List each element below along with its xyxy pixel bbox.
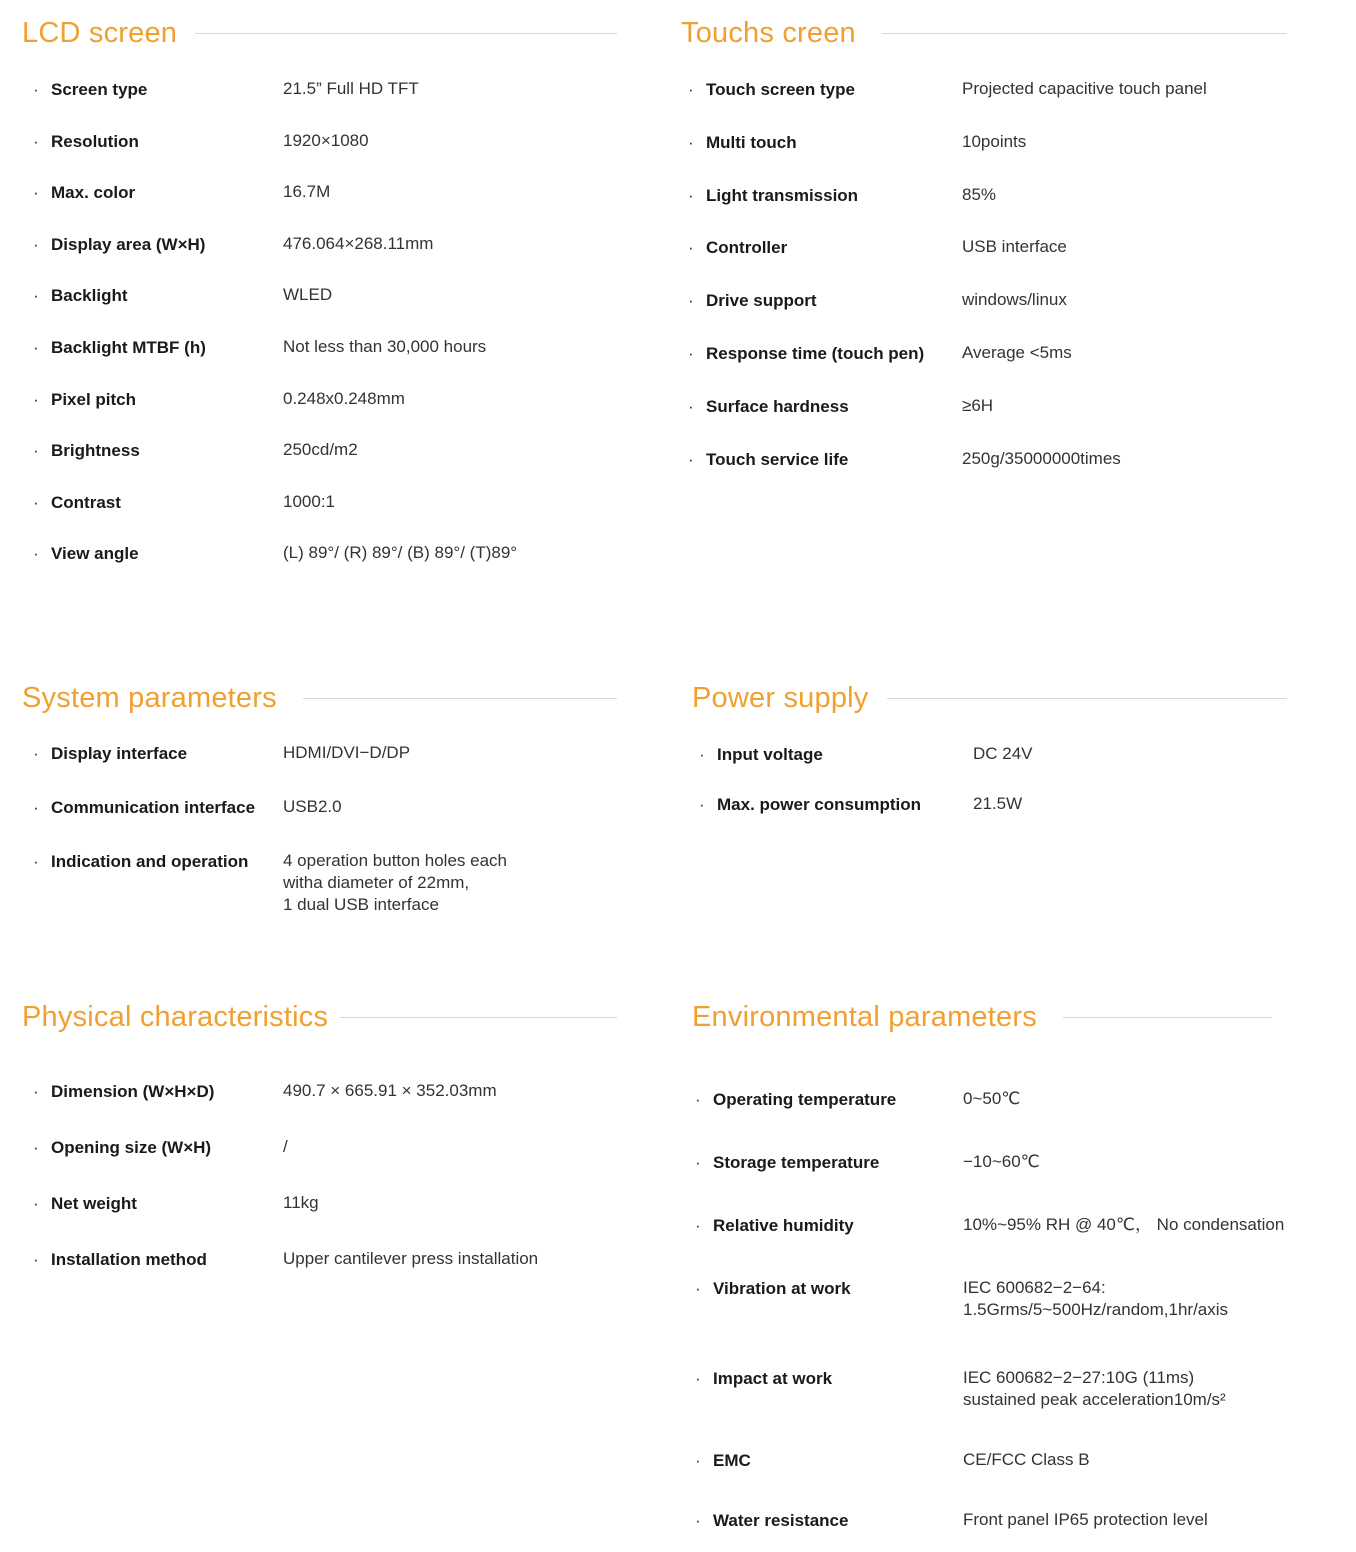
spec-label: EMC [713,1451,751,1470]
spec-value-line: 85% [962,184,997,204]
section-title: System parameters [22,682,277,714]
spec-label: Max. color [51,183,136,203]
section-divider [195,33,617,34]
spec-label: Relative humidity [713,1216,854,1235]
spec-value-line: 10points [962,131,1027,151]
spec-value-line: witha diameter of 22mm, [283,873,470,892]
spec-value-line: CE/FCC Class B [963,1450,1090,1469]
section-title: LCD screen [22,17,178,49]
touch-screen-section [681,13,1287,493]
spec-label: Operating temperature [713,1090,897,1109]
spec-label: Display area (W×H) [51,234,206,254]
bullet-icon: · [688,291,694,311]
spec-value-line: 250g/35000000times [962,448,1121,468]
bullet-icon: · [699,795,705,814]
spec-value [283,233,433,255]
spec-value [962,78,1207,100]
spec-label: Contrast [51,492,121,512]
spec-value-line: 1920×1080 [283,130,369,150]
environmental-parameters-header [692,997,1272,1037]
bullet-icon: · [33,544,39,564]
spec-value [283,336,486,358]
section-divider [882,33,1287,34]
spec-value [962,342,1072,364]
bullet-icon: · [33,1250,39,1269]
spec-label: Vibration at work [713,1279,851,1298]
spec-label: Storage temperature [713,1153,880,1172]
section-title: Physical characteristics [22,1001,329,1033]
spec-value [973,743,1033,765]
spec-value [283,1248,538,1270]
bullet-icon: · [33,852,39,871]
bullet-icon: · [33,744,39,763]
spec-value-line: 1000:1 [283,491,335,511]
spec-value-line: 10%~95% RH @ 40℃， No condensation [963,1215,1285,1234]
spec-value [283,78,419,100]
spec-value [963,1151,1040,1173]
spec-value-line: DC 24V [973,744,1033,763]
spec-label: Max. power consumption [717,795,922,814]
spec-value-line: 1 dual USB interface [283,895,439,914]
bullet-icon: · [33,80,39,99]
spec-value-line: 490.7 × 665.91 × 352.03mm [283,1081,497,1100]
spec-value-line: WLED [283,285,333,305]
spec-label: Display interface [51,744,188,763]
spec-label: Controller [706,238,788,258]
spec-label: Touch service life [706,449,849,469]
bullet-icon: · [33,492,39,512]
spec-value [283,542,517,564]
spec-value [963,1449,1090,1471]
section-title: Environmental parameters [692,1001,1037,1033]
spec-value [962,448,1121,470]
bullet-icon: · [33,389,39,409]
spec-value-line: USB2.0 [283,797,342,816]
spec-label: Surface hardness [706,396,849,416]
spec-value [963,1509,1208,1531]
spec-label: Opening size (W×H) [51,1138,212,1157]
spec-value [283,130,369,152]
spec-label: Impact at work [713,1369,833,1388]
spec-label: Net weight [51,1194,137,1213]
spec-value-line: Average <5ms [962,343,1072,362]
bullet-icon: · [33,1138,39,1157]
spec-label: Screen type [51,80,148,99]
spec-value [283,742,410,764]
bullet-icon: · [688,396,694,416]
spec-value-line: sustained peak acceleration10m/s² [963,1390,1226,1409]
spec-label: Water resistance [713,1511,849,1530]
spec-value [962,289,1067,311]
bullet-icon: · [33,1194,39,1213]
spec-value-line: / [283,1137,288,1156]
spec-value-line: IEC 600682−2−64: [963,1278,1106,1297]
section-divider [887,698,1288,699]
spec-value-line: ≥6H [962,395,994,415]
spec-label: Backlight [51,286,128,306]
spec-value [963,1367,1226,1411]
bullet-icon: · [33,798,39,817]
bullet-icon: · [33,441,39,461]
spec-value-line: 16.7M [283,182,331,202]
spec-value [283,491,335,513]
bullet-icon: · [695,1090,701,1109]
spec-value [963,1214,1284,1236]
spec-value [283,388,405,410]
spec-value-line: 0.248x0.248mm [283,388,405,408]
bullet-icon: · [33,234,39,254]
spec-value-line: Not less than 30,000 hours [283,337,487,356]
spec-value-line: 0~50℃ [963,1089,1021,1108]
bullet-icon: · [33,131,39,151]
physical-characteristics-header [22,997,617,1037]
touch-screen-header [681,13,1287,53]
bullet-icon: · [695,1216,701,1235]
bullet-icon: · [695,1279,701,1298]
spec-value-line: 21.5” Full HD TFT [283,79,419,98]
bullet-icon: · [33,338,39,357]
spec-label: Touch screen type [706,80,855,99]
spec-value [962,395,993,417]
spec-label: Input voltage [717,745,823,764]
spec-label: Response time (touch pen) [706,344,925,363]
power-supply-header [692,678,1287,718]
spec-label: View angle [51,544,139,564]
spec-value-line: 1.5Grms/5~500Hz/random,1hr/axis [963,1300,1229,1319]
spec-value-line: 476.064×268.11mm [283,233,434,253]
spec-value [283,181,330,203]
bullet-icon: · [695,1511,701,1530]
section-divider [1063,1017,1272,1018]
bullet-icon: · [688,132,694,152]
bullet-icon: · [33,183,39,203]
spec-value [283,1192,319,1214]
bullet-icon: · [699,745,705,764]
spec-value-line: windows/linux [962,290,1067,310]
spec-value-line: HDMI/DVI−D/DP [283,743,411,762]
spec-value [283,850,507,916]
spec-value-line: Upper cantilever press installation [283,1249,539,1268]
spec-value-line: USB interface [962,237,1067,257]
bullet-icon: · [33,1082,39,1101]
spec-value-line: (L) 89°/ (R) 89°/ (B) 89°/ (T)89° [283,543,518,563]
spec-label: Light transmission [706,185,859,205]
spec-label: Resolution [51,131,139,151]
spec-value [963,1088,1020,1110]
spec-value-line: −10~60℃ [963,1152,1040,1171]
spec-value [962,236,1067,258]
lcd-screen-header [22,13,617,53]
bullet-icon: · [688,344,694,363]
spec-label: Communication interface [51,798,256,817]
spec-value [283,1136,288,1158]
section-title: Touchs creen [681,17,856,49]
spec-value [283,796,342,818]
spec-label: Dimension (W×H×D) [51,1082,215,1101]
spec-label: Indication and operation [51,852,249,871]
environmental-parameters-section [692,997,1342,1542]
spec-label: Brightness [51,441,140,461]
bullet-icon: · [688,185,694,205]
spec-value [283,284,332,306]
spec-label: Pixel pitch [51,389,137,409]
spec-value [962,184,996,206]
physical-characteristics-section [22,997,617,1297]
spec-value [283,1080,497,1102]
lcd-screen-section [22,13,617,583]
spec-value-line: Projected capacitive touch panel [962,79,1207,98]
section-divider [303,698,617,699]
bullet-icon: · [695,1451,701,1470]
spec-value [962,131,1026,153]
spec-value-line: 11kg [283,1193,319,1212]
spec-value-line: IEC 600682−2−27:10G (11ms) [963,1368,1195,1387]
section-title: Power supply [692,682,869,714]
spec-label: Multi touch [706,132,797,152]
spec-value-line: 250cd/m2 [283,440,358,460]
bullet-icon: · [688,449,694,469]
bullet-icon: · [695,1153,701,1172]
section-divider [340,1017,617,1018]
spec-value-line: Front panel IP65 protection level [963,1510,1208,1529]
spec-value [963,1277,1228,1321]
spec-value [283,439,358,461]
spec-value-line: 21.5W [973,794,1023,813]
power-supply-section [692,678,1287,838]
spec-value-line: 4 operation button holes each [283,851,508,870]
spec-label: Backlight MTBF (h) [51,338,206,357]
bullet-icon: · [688,238,694,258]
bullet-icon: · [695,1369,701,1388]
system-parameters-section [22,678,617,938]
system-parameters-header [22,678,617,718]
bullet-icon: · [688,80,694,99]
spec-label: Installation method [51,1250,207,1269]
bullet-icon: · [33,286,39,306]
spec-label: Drive support [706,291,817,311]
spec-value [973,793,1022,815]
